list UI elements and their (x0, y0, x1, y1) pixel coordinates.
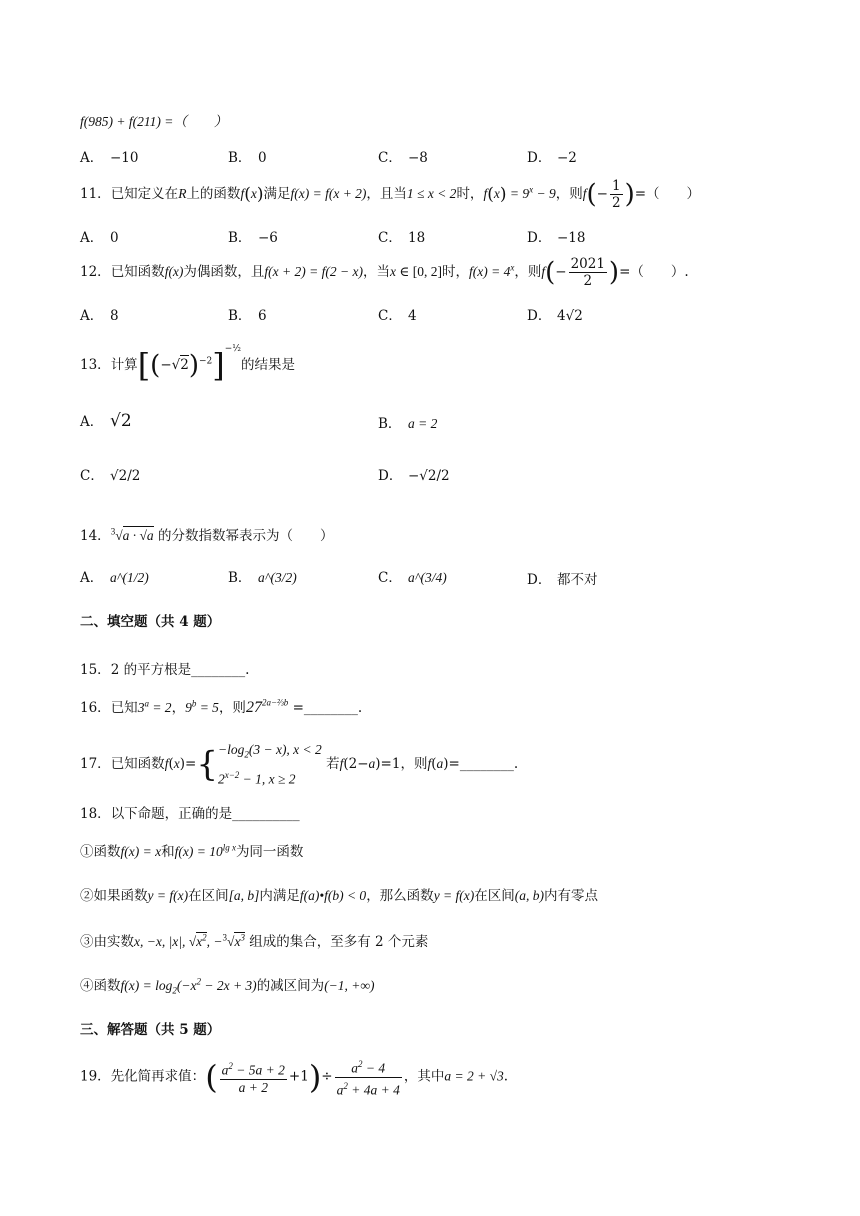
q14-stem: 14．$^3$√a · √a 的分数指数幂表示为（ ） (80, 526, 334, 544)
q12-stem: 12．已知函数f(x)为偶函数，且f(x + 2) = f(2 − x)，当x ∈ [0, 2]时，$f(x) = 4^x$，则f(− $\frac{2021}{2}$ )=（ ）. (80, 256, 689, 289)
q11-stem: 11．已知定义在R上的函数f(x)满足f(x) = f(x + 2)，且当1 ≤ x < 2时，$f(x) = 9^x - 9$，则f(− $\frac{1}{2}$ )=（ ） (80, 178, 701, 211)
q13-option-d[interactable]: D． −√2/2 (378, 468, 450, 484)
q18-statement-4: ④函数$f(x) = \log_2(-x^2 - 2x + 3)$的减区间为(−1, +∞) (80, 976, 375, 996)
q16-stem: 16．已知$3^a = 2$，$9^b = 5$，则$27^{2a-\frac{2}{3}b}$ =________. (80, 697, 363, 716)
q12-option-d[interactable]: D． 4√2 (527, 308, 583, 324)
q18-statement-2: ②如果函数y = f(x)在区间[a, b]内满足f(a)•f(b) < 0，那么函数y = f(x)在区间(a, b)内有零点 (80, 888, 599, 904)
q12-option-b[interactable]: B． 6 (228, 308, 267, 324)
section-solution-heading: 三、解答题（共 5 题） (80, 1022, 221, 1038)
q17-stem: 17．已知函数f(x)={ $-\log_2(3 - x)$, x < 2 $2^{x-2} - 1$, x ≥ 2 若f(2−a)=1，则f(a)=________. (80, 742, 519, 787)
q19-stem: 19．先化简再求值：( $\frac{a^2 - 5a + 2}{a + 2}$ +1)÷ $\frac{a^2 - 4}{a^2 + 4a + 4}$ ，其中a = 2 + √3. (80, 1058, 509, 1097)
q10-expression (80, 110, 227, 130)
q14-option-d[interactable]: D． 都不对 (527, 572, 598, 588)
q10-expr-text: f(985) + f(211) =（ ） (80, 114, 228, 129)
q15-stem: 15．2 的平方根是________. (80, 662, 250, 678)
q10-option-d[interactable]: D． −2 (527, 150, 577, 166)
q10-option-c[interactable]: C． −8 (378, 150, 428, 166)
q13-option-a[interactable]: A． √2 (80, 411, 132, 431)
section-fill-in-heading: 二、填空题（共 4 题） (80, 614, 221, 630)
q10-option-b[interactable]: B． 0 (228, 150, 267, 166)
q13-stem: 13．计算$[(-√2)^{-2}]^{-\frac{1}{2}}$的结果是 (80, 344, 296, 385)
q11-option-d[interactable]: D． −18 (527, 230, 586, 246)
q11-option-a[interactable]: A． 0 (80, 230, 119, 246)
q14-option-a[interactable]: A． a^(1/2) (80, 570, 149, 586)
q12-option-c[interactable]: C． 4 (378, 308, 417, 324)
q18-statement-3: ③由实数x, −x, |x|, $√x^2$, $-^3√x^3$ 组成的集合，至多有 2 个元素 (80, 932, 429, 950)
q14-option-c[interactable]: C． a^(3/4) (378, 570, 447, 586)
q12-option-a[interactable]: A． 8 (80, 308, 119, 324)
q14-option-b[interactable]: B． a^(3/2) (228, 570, 297, 586)
q13-option-b[interactable]: B． a = 2 (378, 416, 438, 432)
q11-option-b[interactable]: B． −6 (228, 230, 278, 246)
q18-statement-1: ①函数f(x) = x和$f(x) = 10^{lg x}$为同一函数 (80, 842, 304, 860)
q18-stem: 18．以下命题，正确的是__________ (80, 806, 300, 822)
q10-option-a[interactable]: A． −10 (80, 150, 139, 166)
q13-option-c[interactable]: C． √2/2 (80, 468, 141, 484)
q11-option-c[interactable]: C． 18 (378, 230, 426, 246)
